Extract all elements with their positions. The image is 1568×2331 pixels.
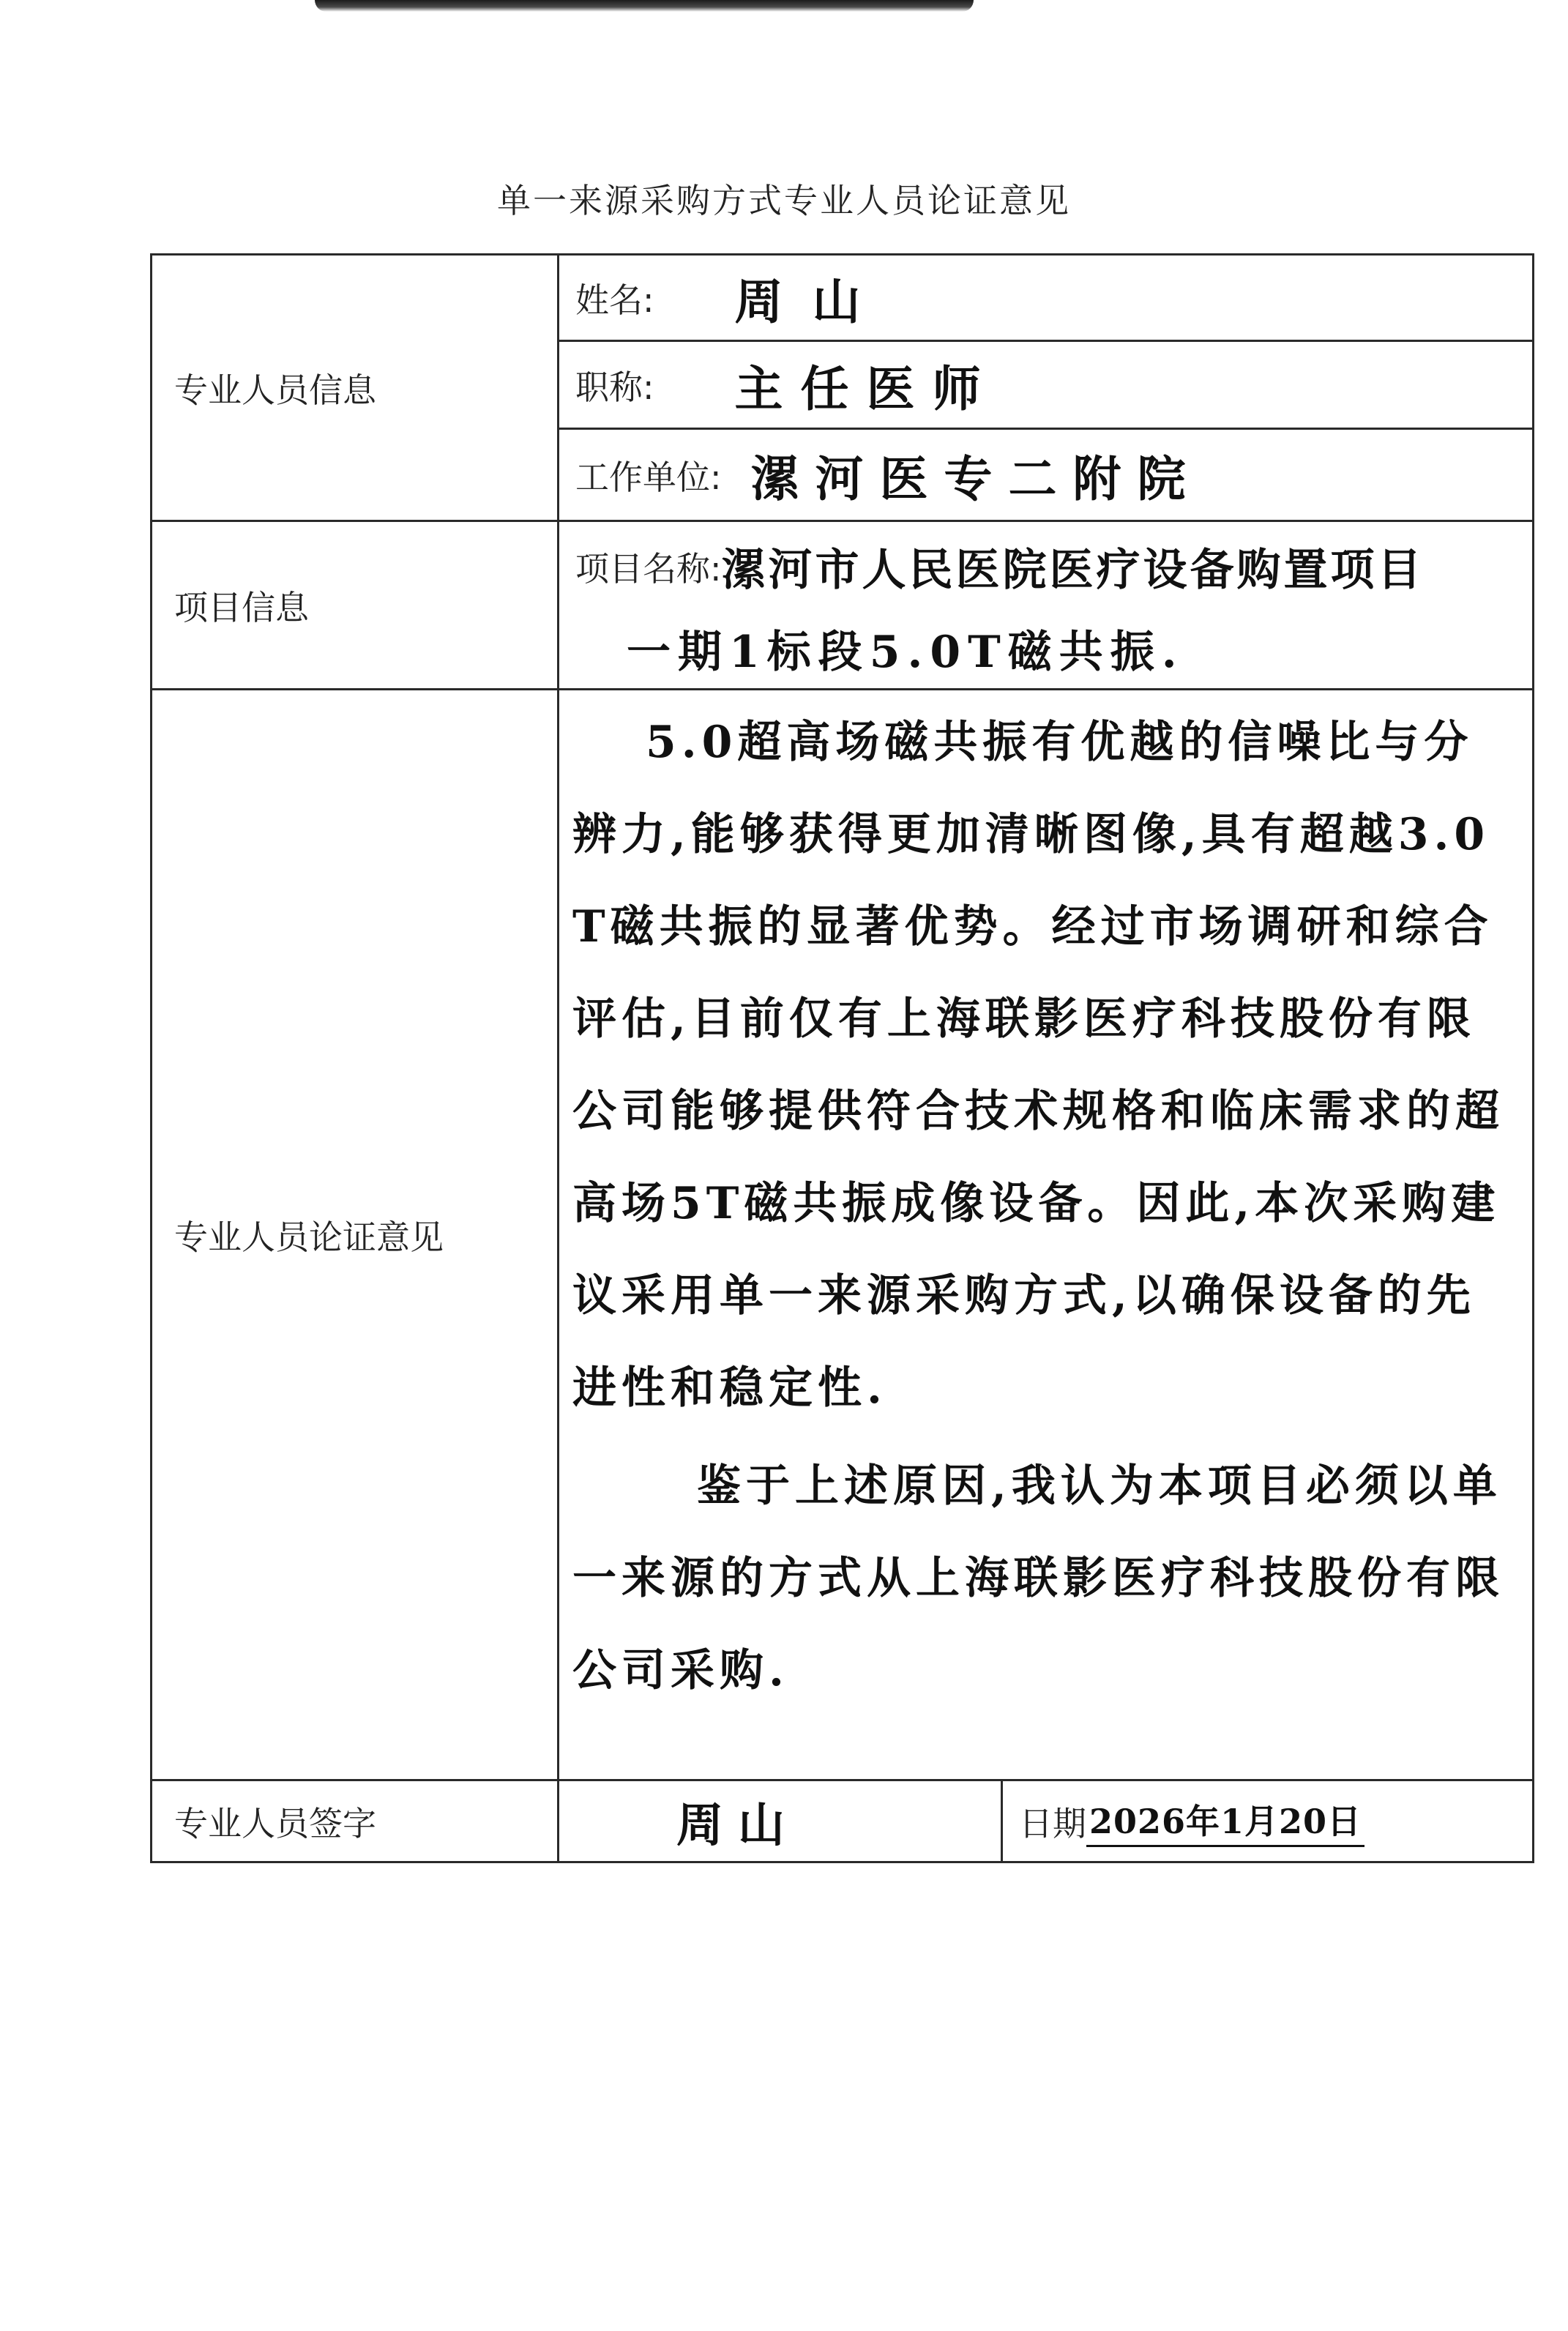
opinion-section-label: 专业人员论证意见: [152, 690, 559, 1780]
title-label: 职称:: [575, 367, 654, 407]
date-value: 2026年1月20日: [1086, 1795, 1364, 1847]
name-field: [559, 255, 1534, 341]
project-name-label: 项目名称:: [575, 549, 722, 589]
opinion-paragraph-2: 鉴于上述原因,我认为本项目必须以单一来源的方式从上海联影医疗科技股份有限公司采购.: [572, 1461, 1504, 1696]
signature-field: [559, 1780, 1002, 1862]
project-name-value-line1: 漯河市人民医院医疗设备购置项目: [721, 545, 1425, 596]
project-section-label: 项目信息: [152, 521, 559, 690]
signature-section-label: 专业人员签字: [152, 1780, 559, 1862]
title-field: [559, 341, 1534, 429]
project-row: [152, 521, 1534, 690]
unit-label: 工作单位:: [575, 457, 722, 497]
personnel-section-label: 专业人员信息: [152, 255, 559, 521]
opinion-paragraph-1: 5.0超高场磁共振有优越的信噪比与分辨力,能够获得更加清晰图像,具有超越3.0T磁共振的显著优势。经过市场调研和综合评估,目前仅有上海联影医疗科技股份有限公司能够提供符合技术规格和临床需求的超高场5T磁共振成像设备。因此,本次采购建议采用单一来源采购方式,以确保设备的先进性和稳定性.: [572, 717, 1504, 1414]
opinion-field: [559, 690, 1534, 1780]
name-row: [152, 255, 1534, 341]
project-name-value-line2: 一期1标段5.0T磁共振.: [627, 627, 1184, 678]
unit-field: [559, 429, 1534, 521]
unit-value: 漯河医专二附院: [750, 450, 1202, 507]
project-field: [559, 521, 1534, 690]
page-title: 单一来源采购方式专业人员论证意见: [497, 181, 1071, 220]
signature-value: 周山: [676, 1797, 799, 1853]
date-field: [1002, 1780, 1534, 1862]
scan-edge-shadow: [315, 0, 974, 12]
title-value: 主任医师: [734, 360, 998, 417]
date-label: 日期: [1019, 1803, 1086, 1843]
name-value: 周山: [734, 273, 890, 330]
signature-row: [152, 1780, 1534, 1862]
form-table: [150, 253, 1534, 1863]
name-label: 姓名:: [575, 280, 654, 320]
opinion-row: [152, 690, 1534, 1780]
